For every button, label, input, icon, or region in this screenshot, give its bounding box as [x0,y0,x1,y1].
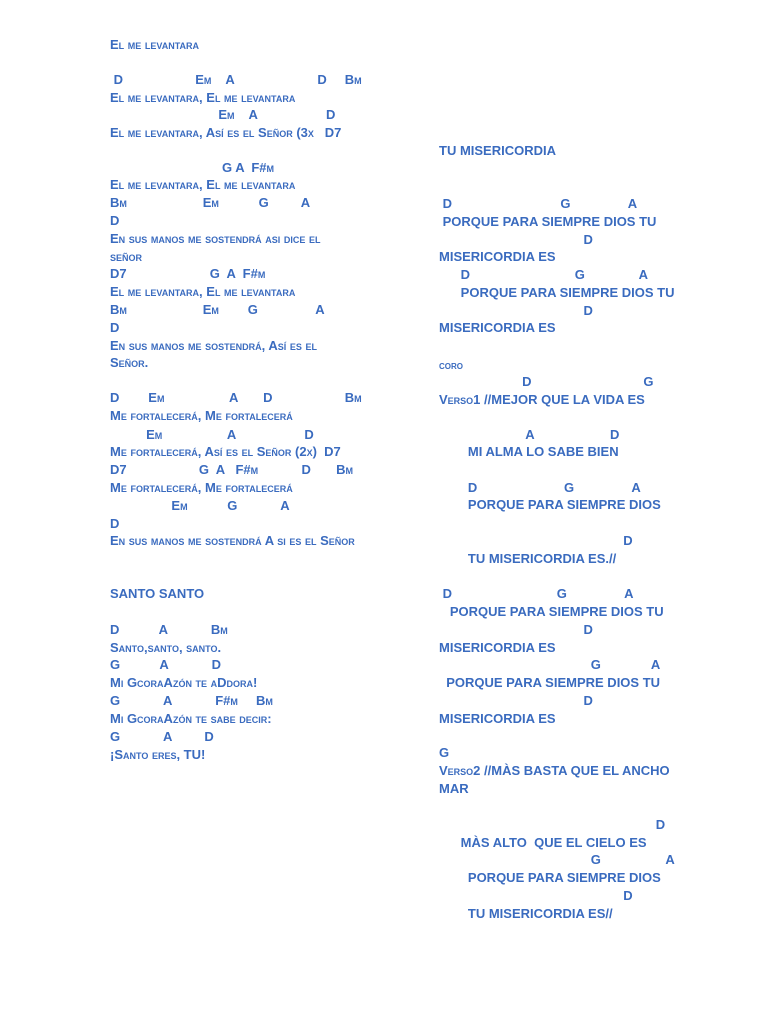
chord-line: D [110,516,120,531]
chord-line: D [439,533,633,548]
chord-line: D G [439,374,654,389]
chord-line: G A [439,657,661,672]
chord-line: D Em A D Bm [110,390,362,405]
chord-line: G A F#m [110,160,275,175]
lyric-line: PORQUE PARA SIEMPRE DIOS [439,497,661,512]
chord-line: D [439,693,593,708]
lyric-line: En sus manos me sostendrá, Así es el [110,338,317,353]
lyric-line: MÀS ALTO QUE EL CIELO ES [439,835,647,850]
lyric-line: Mi GcoraAzón te aDdora! [110,675,258,690]
chord-line: D G A [439,480,641,495]
lyric-line: PORQUE PARA SIEMPRE DIOS TU [439,214,657,229]
chord-line: D [110,320,120,335]
chord-line: D [439,303,593,318]
chord-line: D7 G A F#m D Bm [110,462,354,477]
chord-line: G A D [110,657,221,672]
lyric-line: El me levantara, El me levantara [110,90,296,105]
lyric-line: En sus manos me sostendrá A si es el Señor [110,533,355,548]
chord-line: Bm Em G A [110,302,325,317]
lyric-line: Verso1 //MEJOR QUE LA VIDA ES [439,392,645,407]
chord-line: Em G A [110,498,290,513]
lyric-line: Me fortalecerá, Me fortalecerá [110,480,293,495]
lyric-line: Me fortalecerá, Así es el Señor (2x) D7 [110,444,341,459]
chord-line: D G A [439,267,648,282]
lyric-line: Me fortalecerá, Me fortalecerá [110,408,293,423]
chord-line: Em A D [110,427,314,442]
lyric-line: El me levantara, El me levantara [110,284,296,299]
lyric-line: Señor. [110,355,149,370]
lyric-line: PORQUE PARA SIEMPRE DIOS [439,870,661,885]
lyric-line: MAR [439,781,469,796]
lyric-line: MISERICORDIA ES [439,249,556,264]
lyric-line: El me levantara, Así es el Señor (3x D7 [110,125,342,140]
section-label-coro: coro [439,358,463,372]
lyric-line: TU MISERICORDIA ES.// [439,551,617,566]
chord-line: D A Bm [110,622,228,637]
song-title-el-me-levantara: El me levantara [110,37,200,52]
lyric-line: Verso2 //MÀS BASTA QUE EL ANCHO [439,763,670,778]
chord-line: A D [439,427,620,442]
lyric-line: PORQUE PARA SIEMPRE DIOS TU [439,285,675,300]
lyric-line: ¡Santo eres, TU! [110,747,206,762]
chord-line: D [439,888,633,903]
chord-line: G A F#m Bm [110,693,273,708]
lyric-line: PORQUE PARA SIEMPRE DIOS TU [439,604,664,619]
lyric-line: Mi GcoraAzón te sabe decir: [110,711,272,726]
song-title-tu-misericordia: TU MISERICORDIA [439,143,556,158]
chord-line: Em A D [110,107,336,122]
lyric-line: MISERICORDIA ES [439,640,556,655]
lyric-line: En sus manos me sostendrá asi dice el [110,231,321,246]
chord-line: G [439,745,450,760]
chord-line: D [110,213,120,228]
lyric-line: MI ALMA LO SABE BIEN [439,444,619,459]
chord-line: D [439,232,593,247]
lyric-line: PORQUE PARA SIEMPRE DIOS TU [439,675,661,690]
lyric-line: MISERICORDIA ES [439,320,556,335]
song-title-santo-santo: SANTO SANTO [110,586,205,601]
lyric-line: MISERICORDIA ES [439,711,556,726]
chord-line: Bm Em G A [110,195,311,210]
lyric-line: El me levantara, El me levantara [110,177,296,192]
chord-line: D Em A D Bm [110,72,362,87]
lyric-line: TU MISERICORDIA ES// [439,906,613,921]
chord-line: D [439,622,593,637]
chord-line: D7 G A F#m [110,266,266,281]
lyric-line: señor [110,249,143,264]
chord-line: G A D [110,729,214,744]
chord-line: D G A [439,586,634,601]
chord-line: G A [439,852,675,867]
chord-line: D [439,817,666,832]
lyric-line: Santo,santo, santo. [110,640,222,655]
chord-line: D G A [439,196,638,211]
